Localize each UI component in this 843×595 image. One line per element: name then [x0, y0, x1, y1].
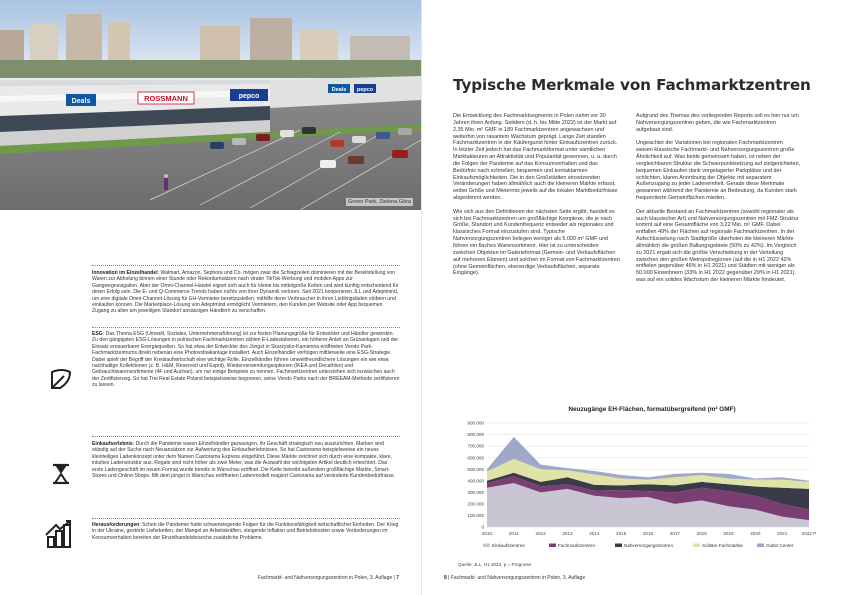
chart-title: Neuzugänge EH-Flächen, formatübergreifend (m² GMF)	[568, 406, 736, 413]
deals-sign: Deals	[71, 98, 91, 105]
x-tick-label: 2019	[723, 531, 734, 536]
x-tick-label: 2016	[642, 531, 654, 536]
y-tick-label: 700.000	[467, 443, 484, 449]
innovation-heading: Innovation im Einzelhandel	[92, 270, 158, 276]
box-divider	[92, 518, 400, 519]
innovation-text: : Walmart, Amazon, Sephora und Co. mögen zwar die Schlagzeilen dominieren mit der Bereitstellung von Waren zur Abholung binnen einer Stunde oder Rekordumsätzen nach viraler TikTok-Werbung und mobilen Apps zur Gangwegnavigation. Aber der Omni-Channel-Handel eignet sich auch für kleine bis mittelgroße Ketten und wird künftig entscheidend für deren Erfolg sein. Die E- und Q-Commerce-Trends haben nichts von ihrer Dynamik verloren. Seit 2021 kooperieren JLL und Adeptmind, um eine digitale Omni-Channel-Lösung für EH-Vermieter bereitzustellen, mithilfe derer Verbraucher in ihren Lieblingsläden stöbern und einkaufen können. Die Marketplace-Lösung von Adeptmind ermöglicht Vermietern, den Kunden per Website oder App bequemen Zugang zu allen am jeweiligen Standort ansässigen Händlern zu verschaffen.	[92, 270, 399, 315]
paragraph: Ungeachtet der Variationen bei regionalen Fachmarktzentren weisen klassische Fachmarkt- und Nahversorgungszentren große Ähnlichkeit auf. Was beide gemeinsam haben, ist neben der vergleichbaren Struktur die Schwerpunktsetzung auf zielgerichteten, bequemen Einkaufen dank vorgelagerter Parkplätze und der schlichten, klaren Anordnung der Objekte mit separatem Außenzugang zu jeder Ladeneinheit. Gerade diese Merkmale gewannen während der Pandemie an Bedeutung, da Kunden stark frequentierte Gemeinflächen mieden.	[636, 140, 801, 202]
right-page	[422, 0, 843, 595]
area-chart	[453, 417, 818, 559]
rossmann-sign: ROSSMANN	[144, 94, 188, 103]
right-folio-text: Fachmarkt- und Nahversorgungszentren in Polen, 3. Auflage	[450, 575, 586, 581]
page-title: Typische Merkmale von Fachmarktzentren	[453, 76, 811, 94]
hourglass-icon	[50, 463, 72, 490]
legend-swatch	[693, 544, 700, 548]
text-column-2	[636, 113, 801, 291]
retail-park-photo	[0, 0, 421, 210]
x-tick-label: 2021	[777, 531, 788, 536]
legend-label: Nahversorgungszentren	[624, 543, 674, 548]
y-tick-label: 600.000	[467, 455, 484, 461]
challenges-text: : Schon die Pandemie hatte schwerwiegende Folgen für die Funktionsfähigkeit wirtschaftlicher Einheiten. Der Krieg in der Ukraine, gestörte Lieferketten, der Mangel an Arbeitskräften, steigende Inflation und Betriebskosten sowie Veränderungen im Konsumverhalten bereiten der Einzelhandelsbranche zusätzliche Probleme.	[92, 522, 399, 541]
box-divider	[92, 265, 400, 266]
chart-source: Quelle: JLL, H1 2022, p = Prognose	[458, 562, 532, 567]
innovation-box	[92, 270, 400, 315]
x-tick-label: 2012	[535, 531, 546, 536]
leaf-icon	[48, 366, 74, 397]
pepco-sign-2: pepco	[356, 87, 374, 93]
experience-text: : Durch die Pandemie waren Einzelhändler gezwungen, ihr Geschäft strategisch neu auszurichten. Marken sind ständig auf der Suche nach Neuansätzen zur Aufwertung des Einkaufserlebnisses. So hat Castorama beispielsweise ein neues kleinteiliges Ladenkonzept unter dem Namen Castorama Express eingeführt. Diese Märkte zeichnet sich durch eine kompakte, klare, intuitive Ladenstruktur aus. Regale sind nicht höher als zwei Meter, was die Auswahl der wichtigsten Artikel deutlich erleichtert. Das erste Ladengeschäft im neuen Format wurde bereits in Warschau eröffnet. Die Kette betreibt außerdem großflächige Märkte, Smart-Stores und Online-Shops. Mit dem jüngst in Warschau eröffneten Ladenmodell reagiert Castorama auf veränderte Kundenbedürfnisse.	[92, 441, 396, 480]
legend-swatch	[483, 544, 490, 548]
y-tick-label: 800.000	[467, 432, 484, 438]
x-tick-label: 2014	[589, 531, 600, 536]
legend-label: Fachmarktzentren	[558, 543, 596, 548]
experience-heading: Einkaufserlebnis	[92, 441, 133, 447]
challenges-heading: Herausforderungen	[92, 522, 140, 528]
x-tick-label: 2022 P	[801, 531, 817, 536]
text-column-1	[453, 113, 621, 284]
legend-swatch	[549, 544, 556, 548]
esg-heading: ESG	[92, 331, 103, 337]
photo-caption: Green Park, Zielona Góra	[348, 199, 411, 205]
x-tick-label: 2013	[562, 531, 573, 536]
box-divider	[92, 436, 400, 437]
legend-label: Einkaufszentren	[492, 543, 525, 548]
box-divider	[92, 327, 400, 328]
paragraph: Wie sich aus den Definitionen der nächsten Seite ergibt, handelt es sich bei Fachmarktzentren um großflächige Komplexe, die je nach Größe, Standort und Kundenfrequenz entweder als regionales und klassisches Format einzustufen sind. Typische Nahversorgungszentren belegen weniger als 5.000 m² GMF und führen ein flaches Warensortiment. Hier ist zu unterscheiden zwischen Objekten im Galerieformat (Gemein- und Verkaufsflächen auf mehreren Ebenen) und solchen im Format von Fachmarktzentren (ohne Gemeinflächen, ebenerdige Verkaufsflächen, separate Eingänge).	[453, 208, 620, 277]
growth-chart-icon	[44, 519, 74, 554]
paragraph: Der aktuelle Bestand an Fachmarktzentren (sowohl regionaler als auch klassischer Art) und Nahversorgungszentren mit FMZ-Struktur kommt auf eine Gesamtfläche von 3,22 Mio. m² GMF. Dabei entfallen 49% der Flächen auf regionale Fachmarktzentren. In der Aufschlüsselung nach Stadtgröße überholen die kleineren Märkte allmählich die großen Ballungsgebiete (50% zu 42%). Im Vergleich zu 2021 ergab sich die größte Verschiebung in der Verteilung zwischen den großen Metropolregionen (auf die in H1 2022 42% entfielen gegenüber 46% in H1 2021) und Städten mit weniger als 50.000 Einwohnern (33% in H1 2022 gegenüber 29% in H1 2021), was auf ein solides Wachstum der kleineren Märkte hindeutet.	[636, 208, 799, 284]
esg-box	[92, 331, 400, 389]
pepco-sign: pepco	[238, 93, 260, 100]
left-page-number: 7	[396, 575, 399, 581]
legend-label: Outlet Center	[766, 543, 794, 548]
y-tick-label: 300.000	[467, 489, 484, 495]
y-tick-label: 400.000	[467, 478, 484, 484]
deals-sign-2: Deals	[331, 87, 347, 93]
right-folio: 8 | Fachmarkt- und Nahversorgungszentren in Polen, 3. Auflage	[444, 575, 586, 581]
x-tick-label: 2020	[750, 531, 761, 536]
y-tick-label: 900.000	[467, 420, 484, 426]
esg-text: : Das Thema ESG (Umwelt, Soziales, Unternehmensführung) ist zur festen Planungsgröße für Entwickler und Händler geworden. Zu den gängigsten ESG-Lösungen in polnischen Fachmarktzentren zählen E-Ladestationen, ein höherer Anteil an Grünanlagen und der Einsatz erneuerbarer Energiequellen. So hat etwa der Entwickler des Jüngst in Skarżysko-Kamienna eröffneten Vendo Park-Fachmarktzentrums direkt nebenan eine Photovoltaikanlage installiert. Auch Einzelhändler verfolgen mittlerweile eine ESG-Strategie. Dabei spielt der Begriff der Kreislaufwirtschaft eine wichtige Rolle. Einzelhändler führen umweltfreundlichere Lösungen ein wie etwa nachhaltige Kollektionen (z. B. H&M, Reserved und Esprit), Wiederverwendungsoptionen (IKEA und Decathlon) und Gebrauchtwarensortimente (4F und Auchan), um nur einige Beispiele zu nennen. Fachmarktzentren unterziehen sich inzwischen auch der Zertifizierung. So hat Trei Real Estate Poland beispielsweise begonnen, seine Vendo Parks nach der BREEAM-Methode zertifizieren zu lassen.	[92, 331, 400, 389]
y-tick-label: 100.000	[467, 513, 484, 519]
y-tick-label: 0	[481, 524, 484, 530]
x-tick-label: 2015	[616, 531, 627, 536]
left-folio-text: Fachmarkt- und Nahversorgungszentren in Polen, 3. Auflage	[257, 575, 393, 581]
retail-park-illustration	[0, 0, 421, 210]
y-tick-label: 200.000	[467, 501, 484, 507]
legend-label: Solitäre Fachmärkte	[702, 543, 744, 548]
x-tick-label: 2011	[508, 531, 519, 536]
x-tick-label: 2017	[669, 531, 680, 536]
paragraph: Aufgrund des Themas des vorliegenden Reports soll es hier nur um Nahversorgungszentren gehen, die wie Fachmarktzentren aufgebaut sind.	[636, 113, 799, 133]
legend-swatch	[757, 544, 764, 548]
y-tick-label: 500.000	[467, 466, 484, 472]
left-page	[0, 0, 421, 595]
legend-swatch	[615, 544, 622, 548]
left-folio: Fachmarkt- und Nahversorgungszentren in Polen, 3. Auflage | 7	[257, 575, 399, 581]
right-page-number: 8	[444, 575, 447, 581]
experience-box	[92, 441, 400, 479]
x-tick-label: 2018	[696, 531, 707, 536]
challenges-box	[92, 522, 400, 541]
paragraph: Die Entwicklung des Fachmarktsegments in Polen nahm vor 30 Jahren ihren Anfang. Seitdem (d. h. bis Mitte 2022) ist der Markt auf 2,35 Mio. m² GMF in 189 Fachmarktzentren angewachsen und weiterhin von rasantem Wachstum geprägt. Lange Zeit standen Fachmarktzentren in der Käufergunst hinter Einkaufszentren zurück. In letzter Zeit jedoch hat das Fachmarktformat unter sämtlichen Marktakteuren an Attraktivität und Popularität gewonnen, u. a. durch die Folgen der Pandemie auf das Konsumverhalten und das Bedürfnis nach schnellen, bequemen und kontaktarmen Einkaufsmöglichkeiten. Die in den Großstädten einsetzenden Veränderungen haben allmählich auch die kleineren Märkte erfasst, wobei Größe und Mietermix jeweils auf die lokalen Marktbedürfnisse abgestimmt werden.	[453, 113, 618, 202]
x-tick-label: 2010	[481, 531, 493, 536]
